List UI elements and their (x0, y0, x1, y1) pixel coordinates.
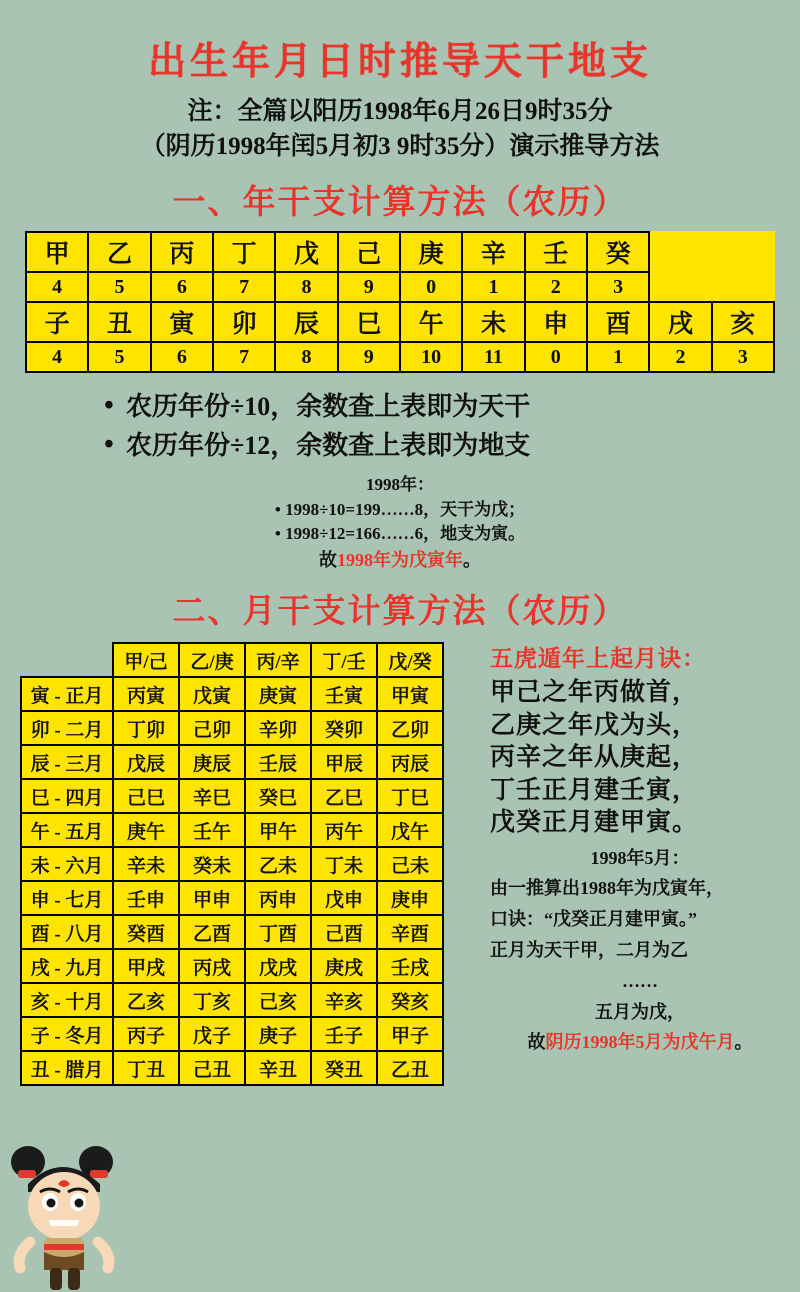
cell: 甲寅 (377, 677, 443, 711)
cell-zhi-8: 申 (525, 302, 587, 342)
cell: 壬寅 (311, 677, 377, 711)
cell-gan-2: 丙 (151, 232, 213, 272)
row-header: 丑 - 腊月 (21, 1051, 113, 1085)
cell: 戊子 (179, 1017, 245, 1051)
cell: 己酉 (311, 915, 377, 949)
example-conclusion (0, 547, 800, 573)
table-row (21, 1051, 443, 1085)
cell: 戊寅 (179, 677, 245, 711)
cell-zhi-5: 巳 (338, 302, 400, 342)
cell: 癸巳 (245, 779, 311, 813)
row-header: 未 - 六月 (21, 847, 113, 881)
cell: 庚寅 (245, 677, 311, 711)
table-row-stem-numbers (26, 272, 774, 302)
row-header: 子 - 冬月 (21, 1017, 113, 1051)
table-row (21, 813, 443, 847)
cell-zhi-num-11: 3 (712, 342, 774, 372)
cell-zhi-4: 辰 (275, 302, 337, 342)
year-ganzhi-table (25, 231, 775, 373)
cell-zhi-0: 子 (26, 302, 88, 342)
example-calc-2: • 1998÷12=166……6，地支为寅。 (274, 524, 526, 544)
cell: 丙寅 (113, 677, 179, 711)
cell: 己巳 (113, 779, 179, 813)
table-row-earthly-branches (26, 302, 774, 342)
cell: 乙卯 (377, 711, 443, 745)
cell-zhi-num-0: 4 (26, 342, 88, 372)
cell-gan-num-7: 1 (462, 272, 524, 302)
cell: 戊辰 (113, 745, 179, 779)
mnemonic-panel (490, 640, 790, 1055)
cell-zhi-num-2: 6 (151, 342, 213, 372)
mnemonic-line: 丁壬正月建壬寅， (490, 776, 699, 804)
cell-gan-blank-2 (712, 232, 774, 272)
cell: 甲戌 (113, 949, 179, 983)
cell-gan-num-3: 7 (213, 272, 275, 302)
cell: 丙辰 (377, 745, 443, 779)
table-row (21, 915, 443, 949)
cell-gan-1: 乙 (88, 232, 150, 272)
row-header: 午 - 五月 (21, 813, 113, 847)
conclusion-prefix: 故 (319, 549, 337, 570)
cell: 癸酉 (113, 915, 179, 949)
cell-gan-num-6: 0 (400, 272, 462, 302)
table-row-heavenly-stems (26, 232, 774, 272)
cell: 庚午 (113, 813, 179, 847)
cell-zhi-10: 戌 (649, 302, 711, 342)
cell: 丁亥 (179, 983, 245, 1017)
cell-zhi-9: 酉 (587, 302, 649, 342)
cell: 癸丑 (311, 1051, 377, 1085)
cell: 癸卯 (311, 711, 377, 745)
col-header-2: 丙/辛 (245, 643, 311, 677)
mnemonic-conclusion-highlight: 阴历1998年5月为戊午月 (545, 1032, 735, 1053)
cell: 丁未 (311, 847, 377, 881)
cell-gan-num-1: 5 (88, 272, 150, 302)
row-header: 卯 - 二月 (21, 711, 113, 745)
cell: 戊午 (377, 813, 443, 847)
cell-gan-8: 壬 (525, 232, 587, 272)
cell-gan-num-5: 9 (338, 272, 400, 302)
cell: 甲申 (179, 881, 245, 915)
row-header: 酉 - 八月 (21, 915, 113, 949)
table-row (21, 1017, 443, 1051)
conclusion-highlight: 1998年为戊寅年 (337, 549, 463, 570)
month-section (0, 640, 800, 1081)
cell: 癸未 (179, 847, 245, 881)
cell: 戊戌 (245, 949, 311, 983)
cell: 乙酉 (179, 915, 245, 949)
mnemonic-tail-line: 五月为戊， (595, 1001, 685, 1022)
cell: 己未 (377, 847, 443, 881)
mnemonic-example-line: 口诀：“戊癸正月建甲寅。” (490, 909, 697, 930)
table-row (21, 881, 443, 915)
cell-gan-5: 己 (338, 232, 400, 272)
year-rules-list (60, 387, 740, 465)
table-row (21, 711, 443, 745)
cell: 丙戌 (179, 949, 245, 983)
cell-gan-7: 辛 (462, 232, 524, 272)
cell-gan-9: 癸 (587, 232, 649, 272)
cell-zhi-num-9: 1 (587, 342, 649, 372)
cell: 庚申 (377, 881, 443, 915)
mnemonic-conclusion-suffix: 。 (734, 1032, 753, 1053)
cell-gan-0: 甲 (26, 232, 88, 272)
cell: 辛卯 (245, 711, 311, 745)
cell: 辛丑 (245, 1051, 311, 1085)
year-example-block (0, 473, 800, 573)
cell: 乙亥 (113, 983, 179, 1017)
cell: 丁酉 (245, 915, 311, 949)
cell-gan-num-2: 6 (151, 272, 213, 302)
list-item: • 农历年份÷12，余数查上表即为地支 (100, 426, 740, 465)
cell: 丙午 (311, 813, 377, 847)
col-header-4: 戊/癸 (377, 643, 443, 677)
row-header: 戌 - 九月 (21, 949, 113, 983)
cell: 乙巳 (311, 779, 377, 813)
cell: 己卯 (179, 711, 245, 745)
col-header-0: 甲/己 (113, 643, 179, 677)
row-header: 申 - 七月 (21, 881, 113, 915)
cell-zhi-num-6: 10 (400, 342, 462, 372)
mnemonic-example-line: 正月为天干甲，二月为乙 (490, 940, 688, 960)
cell: 庚戌 (311, 949, 377, 983)
cell-gan-num-blank-1 (649, 272, 711, 302)
cell-zhi-7: 未 (462, 302, 524, 342)
cell: 庚辰 (179, 745, 245, 779)
list-item: • 农历年份÷10，余数查上表即为天干 (100, 387, 740, 426)
cell-gan-4: 戊 (275, 232, 337, 272)
example-calc-1: • 1998÷10=199……8，天干为戊； (274, 499, 526, 519)
table-row (21, 745, 443, 779)
mnemonic-conclusion-prefix: 故 (527, 1032, 546, 1053)
cell: 壬辰 (245, 745, 311, 779)
mnemonic-line: 戊癸正月建甲寅。 (490, 809, 699, 837)
table-row (21, 847, 443, 881)
cell: 癸亥 (377, 983, 443, 1017)
cell: 丙申 (245, 881, 311, 915)
mascot-illustration (0, 1132, 140, 1292)
cell: 壬午 (179, 813, 245, 847)
poster-page (0, 30, 800, 1162)
cell-gan-3: 丁 (213, 232, 275, 272)
month-ganzhi-table (20, 642, 444, 1086)
row-header: 辰 - 三月 (21, 745, 113, 779)
cell-zhi-num-1: 5 (88, 342, 150, 372)
col-header-1: 乙/庚 (179, 643, 245, 677)
cell-zhi-num-8: 0 (525, 342, 587, 372)
cell-zhi-num-5: 9 (338, 342, 400, 372)
cell: 辛未 (113, 847, 179, 881)
cell: 壬申 (113, 881, 179, 915)
cell: 己亥 (245, 983, 311, 1017)
table-row (21, 949, 443, 983)
cell: 甲辰 (311, 745, 377, 779)
section-1-heading: 一、年干支计算方法（农历） (172, 185, 628, 221)
cell: 甲午 (245, 813, 311, 847)
mnemonic-line: 甲己之年丙做首， (490, 679, 699, 707)
cell-zhi-num-4: 8 (275, 342, 337, 372)
cell: 乙丑 (377, 1051, 443, 1085)
cell-zhi-num-3: 7 (213, 342, 275, 372)
table-corner-cell (21, 643, 113, 677)
cell: 辛巳 (179, 779, 245, 813)
table-row (21, 983, 443, 1017)
table-header-row (21, 643, 443, 677)
mnemonic-example-title: 1998年5月： (590, 847, 690, 868)
table-row (21, 677, 443, 711)
mnemonic-title: 五虎遁年上起月诀： (490, 646, 706, 672)
mnemonic-conclusion (490, 1030, 790, 1055)
cell: 庚子 (245, 1017, 311, 1051)
cell: 丁卯 (113, 711, 179, 745)
col-header-3: 丁/壬 (311, 643, 377, 677)
cell-gan-num-0: 4 (26, 272, 88, 302)
cell-gan-num-8: 2 (525, 272, 587, 302)
cell-zhi-num-7: 11 (462, 342, 524, 372)
mnemonic-ellipsis: …… (622, 970, 658, 991)
cell-zhi-11: 亥 (712, 302, 774, 342)
cell-gan-num-9: 3 (587, 272, 649, 302)
cell-zhi-6: 午 (400, 302, 462, 342)
note-line-2: （阴历1998年闰5月初3 9时35分）演示推导方法 (140, 132, 660, 160)
cell: 戊申 (311, 881, 377, 915)
note-line-1: 注：全篇以阳历1998年6月26日9时35分 (187, 98, 613, 125)
mnemonic-line: 丙辛之年从庚起， (490, 744, 699, 772)
cell: 辛酉 (377, 915, 443, 949)
cell: 壬子 (311, 1017, 377, 1051)
page-title: 出生年月日时推导天干地支 (147, 41, 652, 83)
mnemonic-example-line: 由一推算出1988年为戊寅年， (490, 878, 724, 899)
cell: 乙未 (245, 847, 311, 881)
cell-gan-num-blank-2 (712, 272, 774, 302)
table-row-branch-numbers (26, 342, 774, 372)
note-block (0, 95, 800, 164)
cell-gan-6: 庚 (400, 232, 462, 272)
row-header: 亥 - 十月 (21, 983, 113, 1017)
conclusion-suffix: 。 (463, 549, 481, 570)
table-row (21, 779, 443, 813)
cell: 壬戌 (377, 949, 443, 983)
cell-zhi-num-10: 2 (649, 342, 711, 372)
cell: 甲子 (377, 1017, 443, 1051)
cell: 丙子 (113, 1017, 179, 1051)
cell-zhi-2: 寅 (151, 302, 213, 342)
mnemonic-line: 乙庚之年戊为头， (490, 711, 699, 739)
cell: 辛亥 (311, 983, 377, 1017)
cell-gan-blank-1 (649, 232, 711, 272)
example-year-label: 1998年： (366, 475, 434, 494)
cell-zhi-3: 卯 (213, 302, 275, 342)
cell: 己丑 (179, 1051, 245, 1085)
cell: 丁巳 (377, 779, 443, 813)
cell-zhi-1: 丑 (88, 302, 150, 342)
cell: 丁丑 (113, 1051, 179, 1085)
section-2-heading: 二、月干支计算方法（农历） (172, 594, 628, 631)
row-header: 寅 - 正月 (21, 677, 113, 711)
cell-gan-num-4: 8 (275, 272, 337, 302)
row-header: 巳 - 四月 (21, 779, 113, 813)
